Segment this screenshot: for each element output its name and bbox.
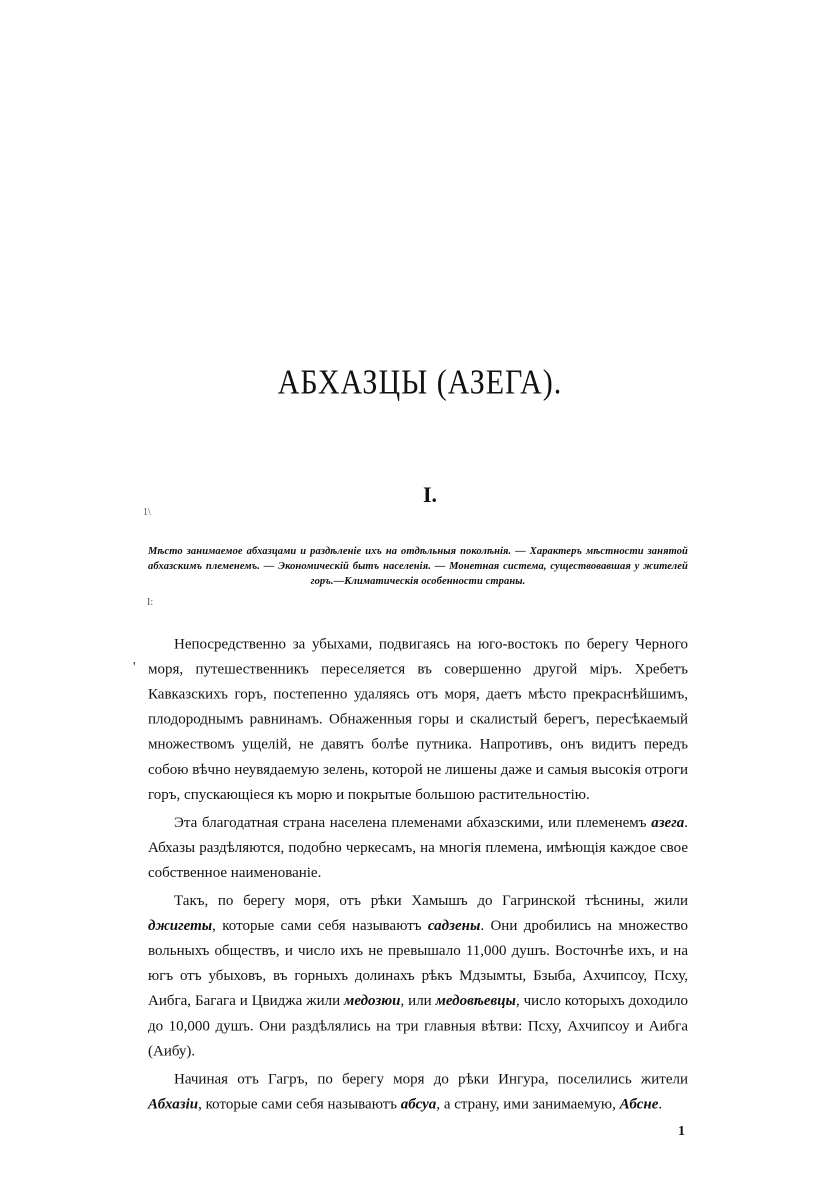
paragraph-text: , или [400,993,436,1010]
italic-term: медовѣевцы [435,993,516,1010]
paragraph-text: . Абхазы раздѣляются, подобно черкесамъ, на многія племена, имѣющія каждое свое собственное наименованіе. [148,815,688,881]
margin-mark: 1\ [143,507,151,518]
italic-term: абсуа [400,1096,437,1113]
paragraph [148,810,688,885]
paragraph-text: Начиная отъ Гагръ, по берегу моря до рѣки Ингура, поселились жители [174,1071,688,1088]
italic-term: медозюи [344,993,401,1010]
paragraph [148,1067,688,1117]
italic-term: Абсне [619,1096,659,1113]
chapter-summary: Мѣсто занимаемое абхазцами и раздѣленіе ихъ на отдѣльныя поколѣнія. — Характеръ мѣстности занятой абхазскимъ племенемъ. — Экономическій бытъ населенія. — Монетная система, существовавшая у жителей горъ.—Климатическія особенности страны. [148,546,688,587]
margin-mark: ' [133,660,136,675]
page-number: 1 [678,1124,685,1139]
paragraph-text: . Они дробились на множество вольныхъ обществъ, и число ихъ не превышало 11,000 душъ. Восточнѣе ихъ, и на югъ отъ убыховъ, въ горныхъ долинахъ рѣкъ Мдзымты, Бзыба, Ахчипсоу, Псху, Аибга, Багага и Цвиджа жили [148,918,688,1010]
paragraph-text: . [658,1096,663,1113]
italic-term: Абхазіи [148,1096,199,1113]
paragraph-text: , число которыхъ доходило до 10,000 душъ. Они раздѣлялись на три главныя вѣтви: Псху, Ахчипсоу и Аибга (Аибу). [148,993,689,1060]
paragraph-text: , а страну, ими занимаемую, [436,1096,620,1113]
paragraph [148,632,688,808]
italic-term: садзены [427,918,481,934]
italic-term: азега [651,815,685,831]
margin-mark: I: [147,597,154,608]
paragraph-text: , которые сами себя называютъ [212,918,428,934]
italic-term: джигеты [148,918,213,934]
paragraph-text: Непосредственно за убыхами, подвигаясь на юго-востокъ по берегу Черного моря, путешественникъ переселяется въ совершенно другой міръ. Хребетъ Кавказскихъ горъ, постепенно удаляясь отъ моря, даетъ мѣсто прекраснѣйшимъ, плодороднымъ равнинамъ. Обнаженныя горы и скалистый берегъ, пересѣкаемый множествомъ ущелій, не давятъ болѣе путника. Напротивъ, онъ видитъ передъ собою вѣчно неувядаемую зелень, которой не лишены даже и самыя высокія отроги горъ, спускающіеся къ морю и покрытые большою растительностію. [148,636,688,803]
paragraph-text: Эта благодатная страна населена племенами абхазскими, или племенемъ [174,815,652,831]
chapter-number: I. [423,482,438,507]
chapter-title: АБХАЗЦЫ (АЗЕГА). [277,362,563,402]
paragraph-text: , которые сами себя называютъ [198,1096,401,1113]
body-text [148,632,688,1120]
paragraph [148,889,688,1065]
paragraph-text: Такъ, по берегу моря, отъ рѣки Хамышъ до Гагринской тѣснины, жили [174,893,688,909]
